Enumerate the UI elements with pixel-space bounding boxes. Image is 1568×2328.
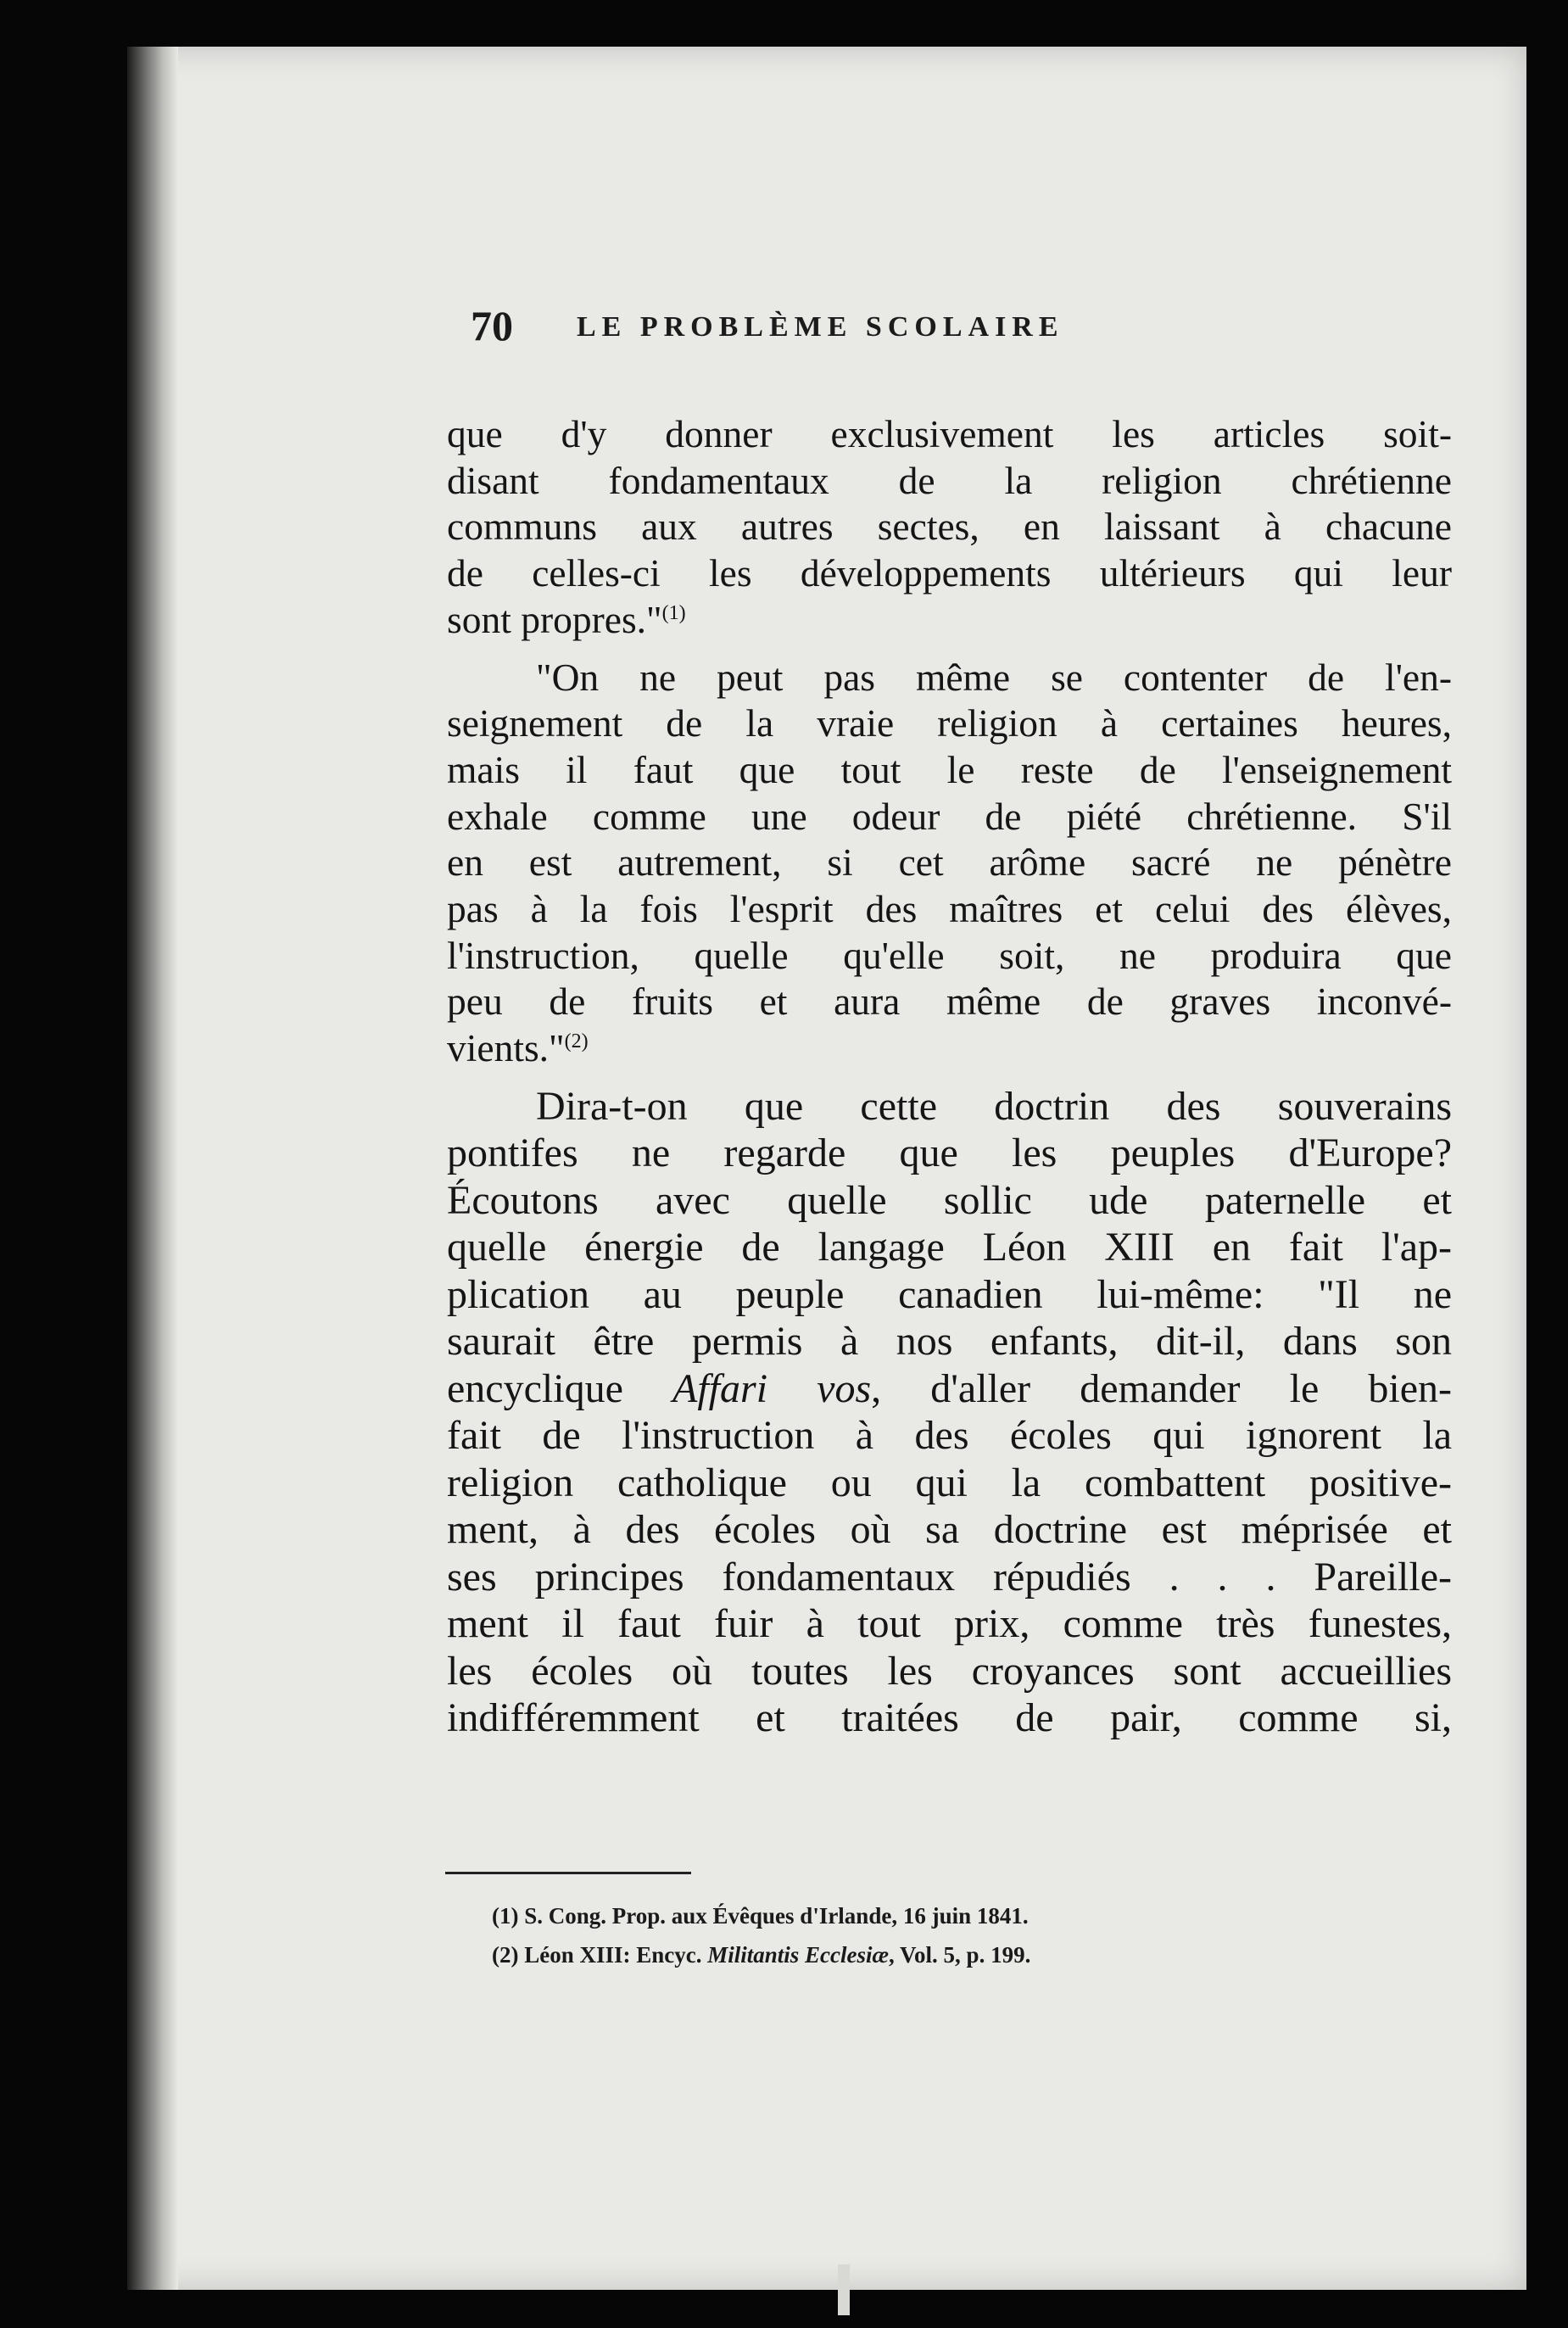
text-line: ment il faut fuir à tout prix, comme très funestes, — [447, 1601, 1452, 1647]
text-line: peu de fruits et aura même de graves inconvé- — [447, 980, 1452, 1024]
footnotes — [492, 1896, 1425, 1974]
text-line-content: sont propres." — [447, 597, 662, 641]
footnote-encyclical-title: Militantis Ecclesiæ — [707, 1942, 890, 1968]
text-line: Écoutons avec quelle sollic ude paternelle et — [447, 1177, 1452, 1223]
text-line: disant fondamentaux de la religion chrétienne — [447, 458, 1452, 502]
text-line: fait de l'instruction à des écoles qui ignorent la — [447, 1413, 1452, 1459]
text-line: en est autrement, si cet arôme sacré ne pénètre — [447, 840, 1452, 885]
text-line: l'instruction, quelle qu'elle soit, ne produira que — [447, 933, 1452, 977]
text-segment: , d'aller demander le bien- — [871, 1365, 1452, 1411]
footnote-ref-1: (1) — [661, 601, 686, 624]
text-line: ment, à des écoles où sa doctrine est méprisée et — [447, 1507, 1452, 1553]
text-line: "On ne peut pas même se contenter de l'en- — [536, 655, 1452, 699]
footnote-2 — [492, 1935, 1425, 1974]
text-segment: encyclique — [447, 1365, 673, 1411]
paragraph-3 — [447, 1083, 1452, 1742]
text-line: indifféremment et traitées de pair, comme si, — [447, 1695, 1452, 1741]
paragraph-2 — [447, 655, 1452, 1072]
body-text — [447, 411, 1452, 1753]
text-line-with-italic — [447, 1365, 1452, 1413]
text-line: seignement de la vraie religion à certaines heures, — [447, 701, 1452, 745]
text-line: de celles-ci les développements ultérieurs qui leur — [447, 551, 1452, 595]
text-line: exhale comme une odeur de piété chrétienne. S'il — [447, 794, 1452, 838]
text-line-content: vients." — [447, 1026, 565, 1070]
text-line: saurait être permis à nos enfants, dit-il, dans son — [447, 1319, 1452, 1365]
paragraph-1 — [447, 411, 1452, 644]
text-line: pontifes ne regarde que les peuples d'Europe? — [447, 1131, 1452, 1176]
footnote-1: (1) S. Cong. Prop. aux Évêques d'Irlande, 16 juin 1841. — [492, 1903, 1029, 1929]
footnote-segment: (2) Léon XIII: Encyc. — [492, 1942, 708, 1968]
text-line: Dira-t-on que cette doctrin des souverains — [536, 1083, 1452, 1129]
text-line: que d'y donner exclusivement les articles soit- — [447, 412, 1452, 455]
text-line — [447, 1025, 1452, 1072]
footnote-divider — [445, 1872, 691, 1874]
text-line: ses principes fondamentaux répudiés . . . Pareille- — [447, 1554, 1452, 1599]
scan-artifact-mark — [838, 2264, 850, 2315]
text-line: pas à la fois l'esprit des maîtres et celui des élèves, — [447, 887, 1452, 931]
footnote-ref-2: (2) — [564, 1030, 589, 1052]
text-line: les écoles où toutes les croyances sont accueillies — [447, 1648, 1452, 1694]
text-line: quelle énergie de langage Léon XIII en fait l'ap- — [447, 1225, 1452, 1270]
page-header — [471, 301, 1319, 352]
encyclical-title: Affari vos — [672, 1365, 872, 1411]
text-line: religion catholique ou qui la combattent positive- — [447, 1460, 1452, 1505]
page-number: 70 — [471, 302, 513, 349]
text-line: communs aux autres sectes, en laissant à chacune — [447, 505, 1452, 549]
text-line: mais il faut que tout le reste de l'enseignement — [447, 747, 1452, 791]
book-binding-shadow — [127, 47, 178, 2290]
footnote-segment: , Vol. 5, p. 199. — [889, 1942, 1031, 1968]
text-line — [447, 597, 1452, 644]
running-title: LE PROBLÈME SCOLAIRE — [577, 311, 1064, 343]
text-line: plication au peuple canadien lui-même: "Il ne — [447, 1271, 1452, 1317]
